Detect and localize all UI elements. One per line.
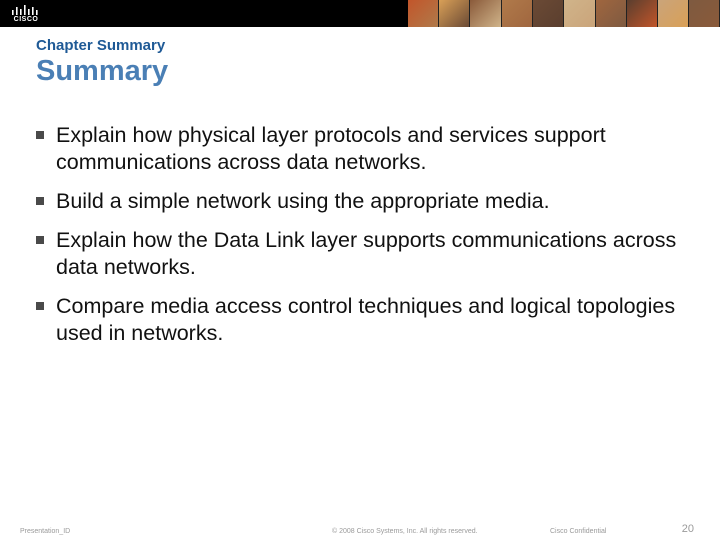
square-bullet-icon — [36, 131, 44, 139]
bullet-text: Explain how physical layer protocols and services support communications across data networks. — [56, 123, 606, 174]
photo-tile — [596, 0, 627, 27]
bullet-item — [36, 188, 696, 215]
page-number: 20 — [681, 523, 694, 535]
header-bar — [0, 0, 720, 27]
bullet-text: Compare media access control techniques and logical topologies used in networks. — [56, 294, 676, 345]
photo-tile — [658, 0, 689, 27]
photo-tile — [533, 0, 564, 27]
footer-presentation-id: Presentation_ID — [20, 528, 71, 535]
bullet-item — [36, 293, 696, 347]
logo-text: CISCO — [13, 16, 39, 23]
square-bullet-icon — [36, 197, 44, 205]
photo-strip — [408, 0, 720, 27]
bullet-text: Build a simple network using the appropriate media. — [56, 189, 550, 213]
slide-title: Summary — [36, 55, 169, 87]
bullet-item — [36, 227, 696, 281]
photo-tile — [502, 0, 533, 27]
footer-copyright: © 2008 Cisco Systems, Inc. All rights reserved. — [332, 528, 478, 535]
footer-confidentiality: Cisco Confidential — [550, 528, 607, 535]
photo-tile — [627, 0, 658, 27]
photo-tile — [408, 0, 439, 27]
photo-tile — [439, 0, 470, 27]
cisco-logo — [9, 3, 43, 23]
square-bullet-icon — [36, 302, 44, 310]
bullet-list — [36, 122, 696, 359]
photo-tile — [689, 0, 720, 27]
chapter-subtitle: Chapter Summary — [36, 37, 166, 54]
bullet-item — [36, 122, 696, 176]
cisco-bridge-icon — [9, 4, 43, 16]
photo-tile — [564, 0, 596, 27]
bullet-text: Explain how the Data Link layer supports communications across data networks. — [56, 228, 677, 279]
square-bullet-icon — [36, 236, 44, 244]
photo-tile — [470, 0, 502, 27]
